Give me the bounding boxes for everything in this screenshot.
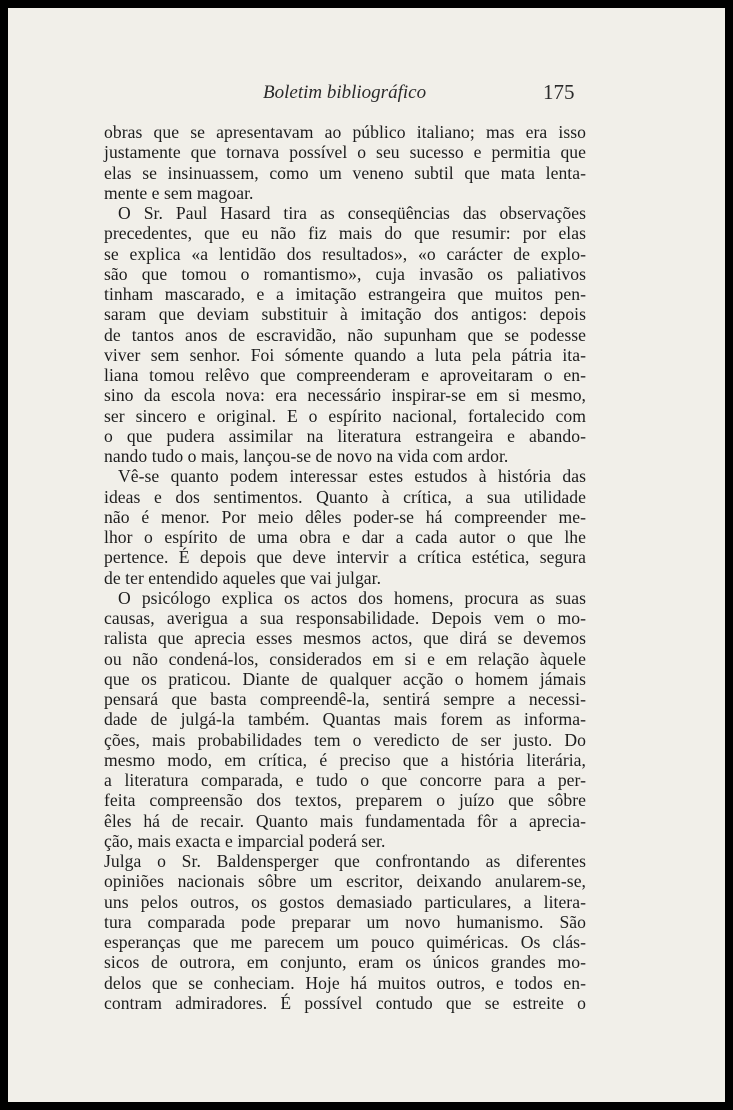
text-line: de ter entendido aqueles que vai julgar. (104, 567, 382, 588)
text-line: dade de julgá-la também. Quantas mais forem as informa- (104, 709, 586, 730)
text-line: pertence. É depois que deve intervir a crítica estética, segura (104, 547, 586, 568)
text-line: pensará que basta compreendê-la, sentirá sempre a necessi- (104, 689, 586, 709)
text-line: ideas e dos sentimentos. Quanto à crítica, a sua utilidade (104, 486, 586, 507)
text-line: saram que deviam substituir à imitação dos antigos: depois (104, 304, 586, 325)
text-line: tura comparada pode preparar um novo humanismo. São (104, 911, 586, 932)
text-line: ou não condená-los, considerados em si e em relação àquele (104, 648, 586, 669)
text-line: Julga o Sr. Baldensperger que confrontando as diferentes (104, 851, 586, 871)
text-line: sicos de outrora, em conjunto, eram os únicos grandes mo- (104, 952, 586, 973)
text-line: não é menor. Por meio dêles poder-se há compreender me- (104, 506, 586, 527)
text-line: liana tomou relêvo que compreenderam e aproveitaram o en- (104, 365, 586, 385)
text-line: êles há de recair. Quanto mais fundamentada fôr a aprecia- (104, 810, 586, 831)
text-line: sino da escola nova: era necessário inspirar-se em si mesmo, (104, 385, 586, 406)
text-line: feita compreensão dos textos, preparem o juízo que sôbre (104, 790, 586, 811)
text-line: o que pudera assimilar na literatura estrangeira e abando- (104, 425, 586, 446)
text-line: esperanças que me parecem um pouco quiméricas. Os clás- (104, 932, 586, 952)
text-line: ralista que aprecia esses mesmos actos, que dirá se devemos (104, 628, 586, 649)
text-line: uns pelos outros, os gostos demasiado particulares, a litera- (104, 891, 586, 912)
text-line: Vê-se quanto podem interessar estes estudos à história das (118, 466, 586, 487)
text-line: justamente que tornava possível o seu sucesso e permitia que (104, 142, 586, 163)
text-line: mente e sem magoar. (104, 182, 254, 203)
text-line: a literatura comparada, e tudo o que concorre para a per- (104, 770, 586, 790)
text-line: ções, mais probabilidades tem o veredicto de ser justo. Do (104, 729, 586, 750)
page-header (8, 82, 725, 112)
body-text (104, 122, 586, 1013)
text-line: são que tomou o romantismo», cuja invasão os paliativos (104, 263, 586, 284)
text-line: obras que se apresentavam ao público italiano; mas era isso (104, 122, 586, 142)
text-line: que os praticou. Diante de qualquer acção o homem jámais (104, 668, 586, 689)
running-title: Boletim bibliográfico (263, 82, 427, 103)
text-line: de tantos anos de escravidão, não supunham que se podesse (104, 324, 586, 345)
text-line: precedentes, que eu não fiz mais do que resumir: por elas (104, 223, 586, 244)
text-line: se explica «a lentidão dos resultados», «o carácter de explo- (104, 243, 586, 264)
text-line: mesmo modo, em crítica, é preciso que a história literária, (104, 749, 586, 770)
text-line: contram admiradores. É possível contudo que se estreite o (104, 992, 586, 1013)
text-line: causas, averigua a sua responsabilidade. Depois vem o mo- (104, 608, 586, 628)
text-line: ção, mais exacta e imparcial poderá ser. (104, 830, 386, 851)
page-number: 175 (543, 80, 575, 104)
text-line: lhor o espírito de uma obra e dar a cada autor o que lhe (104, 527, 586, 547)
text-line: tinham mascarado, e a imitação estrangeira que muitos pen- (104, 284, 586, 304)
text-line: nando tudo o mais, lançou-se de novo na vida com ardor. (104, 446, 509, 466)
text-line: elas se insinuassem, como um veneno subtil que mata lenta- (104, 162, 586, 183)
text-line: O psicólogo explica os actos dos homens, procura as suas (118, 587, 586, 608)
book-page (8, 8, 725, 1102)
text-line: delos que se conheciam. Hoje há muitos outros, e todos en- (104, 972, 586, 993)
text-line: opiniões nacionais sôbre um escritor, deixando anularem-se, (104, 871, 586, 892)
text-line: ser sincero e original. E o espírito nacional, fortalecido com (104, 405, 586, 426)
text-line: viver sem senhor. Foi sómente quando a luta pela pátria ita- (104, 344, 586, 365)
text-line: O Sr. Paul Hasard tira as conseqüências das observações (118, 203, 586, 223)
